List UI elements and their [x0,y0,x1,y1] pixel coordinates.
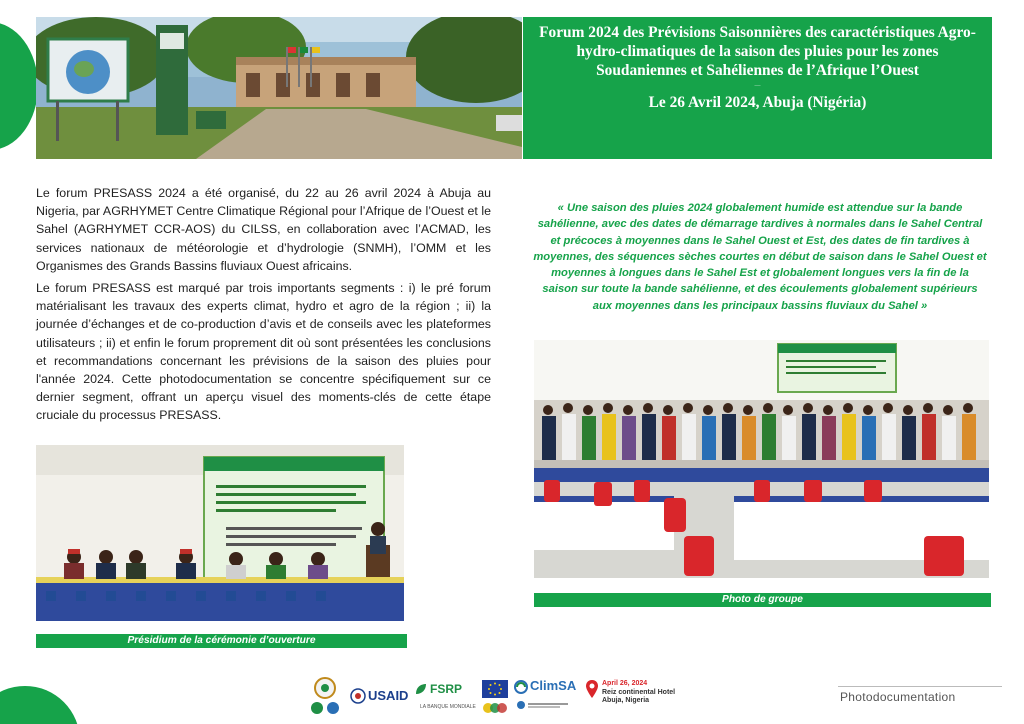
usaid-logo [350,686,408,710]
group-photo [534,340,989,578]
climsa-label: ClimSA [530,678,577,693]
caption-presidium: Présidium de la cérémonie d’ouverture [36,634,407,648]
header-title-box [523,17,992,159]
presidium-photo [36,445,404,621]
world-bank-label: LA BANQUE MONDIALE [420,704,476,710]
event-venue-label: Reiz continental Hotel [602,688,676,696]
intro-paragraph-2: Le forum PRESASS est marqué par trois importants segments : i) le pré forum matérialisant les travaux des experts climat, hydro et agro de la région ; ii) la journée d’échanges et de co-production d’avis et de conseils avec les plateformes utilisateurs ; ii) et enfin le forum proprement dit où sont présentées les conclusions et recommandations concernant les prévisions de la saison des pluies pour l'année 2024. Cette photodocumentation se concentre spécifiquement sur ce dernier segment, offrant un aperçu visuel des moments-clés de cette étape cruciale du processus PRESASS. [36,281,491,423]
gfcs-logo-icon [516,700,572,710]
fsrp-label: FSRP [430,682,463,696]
partner-logos [310,672,682,720]
footer-divider [838,686,1002,687]
fsrp-logo [414,680,476,714]
cilss-emblem-icon [310,676,340,716]
footer-label: Photodocumentation [840,690,956,704]
decorative-circle-top [0,22,38,150]
decorative-circle-bottom [0,686,80,724]
event-date-label: April 26, 2024 [602,680,648,687]
header-photo [36,17,522,159]
intro-text [36,184,491,429]
event-location [586,672,682,718]
event-city-label: Abuja, Nigeria [602,697,650,704]
location-pin-icon [586,680,598,698]
acp-logo-icon [482,702,508,714]
intro-paragraph-1: Le forum PRESASS 2024 a été organisé, du 22 au 26 avril 2024 à Abuja au Nigeria, par AGRHYMET Centre Climatique Régional pour l’Afrique de l’Ouest et le Sahel (AGRHYMET CCR-AOS) du CILSS, en collaboration avec l’ACMAD, les services nationaux de météorologie et d’hydrologie (SNMH), l’OMM et les Organismes des Grands Bassins fluviaux Ouest africains. [36,186,491,273]
fsrp-leaf-icon [414,682,428,696]
usaid-seal-icon [350,688,366,704]
forecast-quote: « Une saison des pluies 2024 globalement humide est attendue sur la bande sahélienne, avec des dates de démarrage tardives à normales dans le Sahel Central et précoces à moyennes dans le Sahel Ouest et Est, des dates de fin tardives à moyennes, des séquences sèches courtes en début de saison dans le Sahel Ouest et moyennes à longues dans le Sahel Est et globalement longues vers la fin de la saison sur toute la bande sahélienne, et des écoulements globalement supérieurs aux moyennes dans les principaux bassins fluviaux du Sahel » [533,202,987,312]
title-separator: — [754,83,761,89]
climsa-swirl-icon [514,680,528,694]
caption-group-photo: Photo de groupe [534,593,991,607]
event-date: Le 26 Avril 2024, Abuja (Nigéria) [648,94,867,111]
usaid-label: USAID [368,688,409,703]
eu-flag-icon [482,680,508,698]
climsa-logo [514,678,584,714]
page-title: Forum 2024 des Prévisions Saisonnières des caractéristiques Agro-hydro-climatiques de la saison des pluies pour les zones Soudaniennes et Sahéliennes de l’Afrique l’Ouest [539,24,976,79]
